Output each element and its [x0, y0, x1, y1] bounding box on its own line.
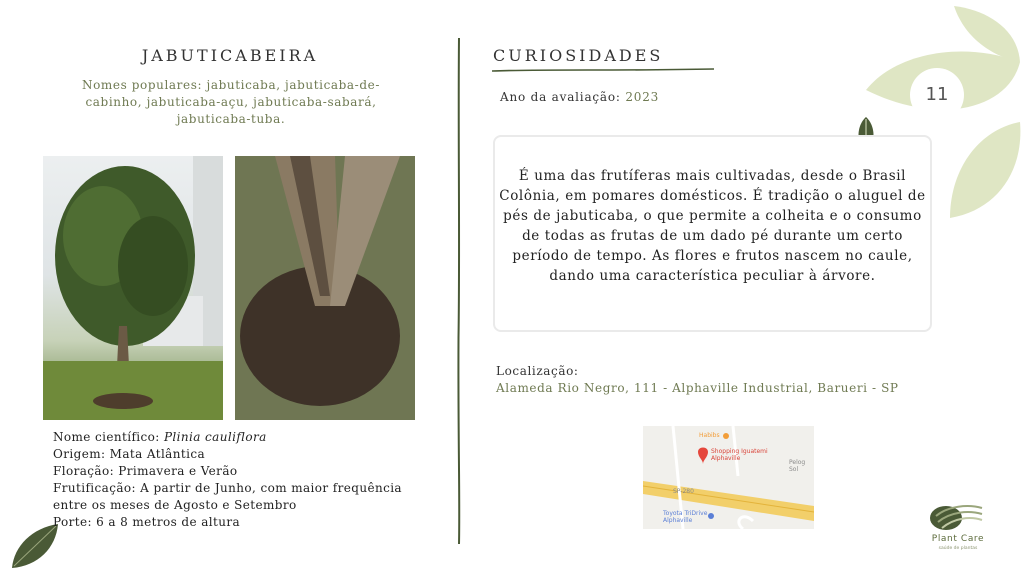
popular-names: Nomes populares: jabuticaba, jabuticaba-de-cabinho, jabuticaba-açu, jabuticaba-sabará, jabuticaba-tuba.	[82, 78, 380, 126]
map-poi-bottom: Toyota TriDrive Alphaville	[663, 510, 708, 524]
logo-name: Plant Care	[931, 534, 985, 544]
fact-fruiting: Frutificação: A partir de Junho, com maior frequência entre os meses de Agosto e Setembro	[53, 481, 402, 512]
location-map[interactable]	[643, 426, 814, 529]
year-value: 2023	[625, 90, 660, 104]
leaf-shape	[950, 122, 1020, 218]
fact-label: Nome científico:	[53, 430, 164, 444]
scientific-name-value: Plinia cauliflora	[163, 430, 267, 444]
location-address: Alameda Rio Negro, 111 - Alphaville Industrial, Barueri - SP	[496, 381, 899, 395]
evaluation-year	[500, 90, 659, 104]
plant-facts	[53, 429, 413, 531]
column-divider	[457, 38, 461, 544]
fact-size: Porte: 6 a 8 metros de altura	[53, 515, 241, 529]
map-poi-top: Habibs	[699, 432, 720, 439]
fact-origin: Origem: Mata Atlântica	[53, 447, 205, 461]
fact-flowering: Floração: Primavera e Verão	[53, 464, 238, 478]
curiosity-text: É uma das frutíferas mais cultivadas, desde o Brasil Colônia, em pomares domésticos. É tradição o aluguel de pés de jabuticaba, o que permite a colheita e o consumo de todas as frutas de um dado pé durante um certo período de tempo. As flores e frutos nascem no caule, dando uma característica peculiar à árvore.	[499, 168, 926, 284]
trunk-photo	[235, 156, 415, 420]
title-underline	[492, 67, 714, 73]
map-poi-main: Shopping Iguatemi Alphaville	[711, 448, 768, 462]
tree-photo	[43, 156, 223, 420]
fact-scientific-name	[53, 429, 413, 446]
year-label: Ano da avaliação:	[500, 90, 626, 104]
plant-care-logo-icon	[928, 500, 984, 532]
location-label: Localização:	[496, 364, 579, 378]
logo-tagline: saúde de plantas	[938, 546, 978, 551]
section-title: CURIOSIDADES	[493, 46, 664, 65]
page-number: 11	[910, 68, 964, 122]
map-road-label: SP-280	[673, 488, 694, 495]
plant-title: JABUTICABEIRA	[141, 46, 319, 65]
map-poi-right: Pelog Sol	[789, 459, 806, 473]
